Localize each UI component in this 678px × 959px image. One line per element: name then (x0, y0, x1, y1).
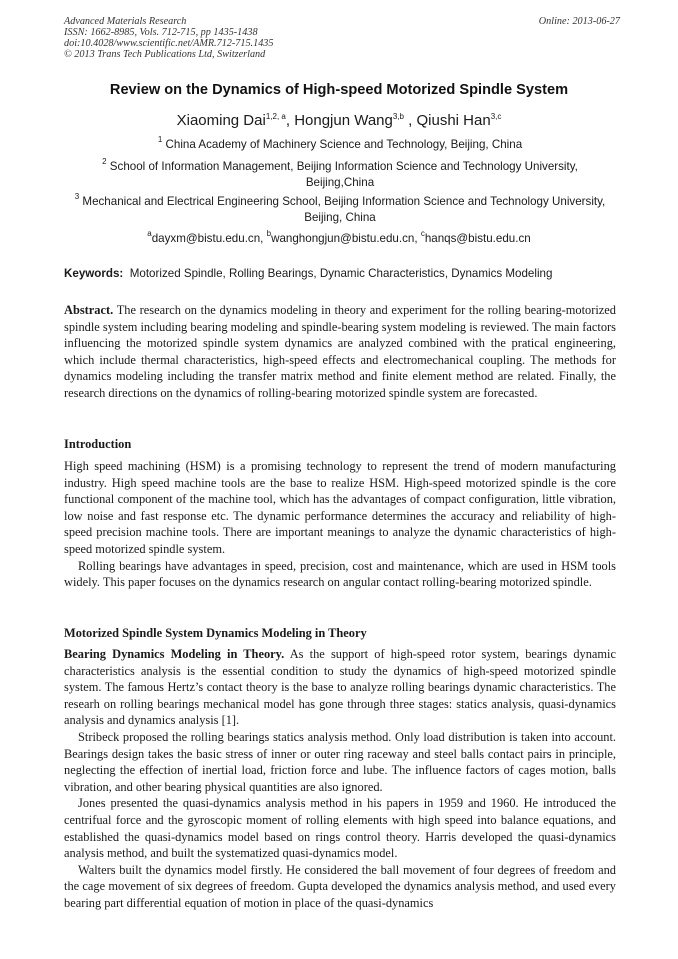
section-heading: Introduction (64, 437, 132, 451)
paragraph: Jones presented the quasi-dynamics analysis method in his papers in 1959 and 1960. He introduced the centrifual force and the gyroscopic moment of rolling elements with high speed into balance equations, and established the quasi-dynamics model based on rings control theory. Harris developed the quasi-dynamics analysis method, and built the systematized quasi-dynamics model. (64, 796, 616, 861)
paragraph: Walters built the dynamics model firstly. He considered the ball movement of four degrees of freedom and the cage movement of six degrees of freedom. Gupta developed the dynamics analysis method, and used every bearing part differential equation of motion in place of the quasi-dynamics (64, 862, 616, 910)
author-sup: 3,c (490, 112, 502, 121)
copyright-line: © 2013 Trans Tech Publications Ltd, Switzerland (64, 49, 266, 60)
author-name: Hongjun Wang (294, 112, 393, 129)
abstract-label: Abstract. (64, 303, 114, 317)
affiliation-3 (72, 194, 608, 226)
affiliation-num: 3 (74, 192, 80, 201)
affiliation-1 (72, 137, 608, 153)
affiliation-num: 1 (157, 135, 163, 144)
affiliation-text: Mechanical and Electrical Engineering School, Beijing Information Science and Technology University, Beijing, China (82, 195, 606, 224)
author-name: Xiaoming Dai (176, 112, 266, 129)
keywords-label: Keywords: (64, 267, 124, 280)
affiliation-2 (72, 159, 608, 191)
doi-line: doi:10.4028/www.scientific.net/AMR.712-715.1435 (64, 38, 274, 49)
email-link[interactable]: dayxm@bistu.edu.cn (151, 232, 261, 245)
abstract (64, 302, 616, 402)
email-sup: a (147, 229, 152, 238)
section-heading: Motorized Spindle System Dynamics Modeling in Theory (64, 626, 367, 640)
author-name: Qiushi Han (416, 112, 491, 129)
abstract-text: The research on the dynamics modeling in theory and experiment for the rolling bearing-motorized spindle system including bearing modeling and spindle-bearing system modeling is reviewed. The main factors influencing the motorized spindle system dynamics are analyzed combined with the pratical engineering, which include thermal characteristics, high-speed effects and electromechanical coupling. The methods for dynamics modeling including the transfer matrix method and finite element method are related. Finally, the research directions on the dynamics of rolling-bearing motorized spindle system are forecasted. (64, 303, 616, 400)
email-sup: c (420, 229, 425, 238)
subsection-label: Bearing Dynamics Modeling in Theory. (64, 647, 285, 661)
paragraph: As the support of high-speed rotor system, bearings dynamic characteristics analysis is the essential condition to study the dynamics of high-speed motorized spindle system. The famous Hertz’s contact theory is the base to analyze rolling bearings dynamic characteristics. The researh on rolling bearings mechanical model has gone through three stages: statics analysis, quasi-dynamics analysis and dynamics analysis [1]. (64, 647, 616, 728)
keywords-text: Motorized Spindle, Rolling Bearings, Dynamic Characteristics, Dynamics Modeling (129, 267, 553, 280)
author-sup: 1,2, a (265, 112, 286, 121)
online-date: Online: 2013-06-27 (538, 16, 620, 27)
author-sup: 3,b (392, 112, 404, 121)
introduction-body (64, 458, 616, 591)
journal-header (64, 16, 273, 60)
paragraph: Stribeck proposed the rolling bearings statics analysis method. Only load distribution is taken into account. Bearings design takes the basic stress of inner or outer ring raceway and steel balls contact pairs in principle, neglecting the effection of inertial load, friction force and lube. The influence factors of cages motion, balls vibration, and other bearing physical quantities are also ignored. (64, 729, 616, 794)
keywords-line (64, 266, 616, 282)
issn-line: ISSN: 1662-8985, Vols. 712-715, pp 1435-1438 (64, 27, 258, 38)
section-body (64, 646, 616, 912)
journal-name: Advanced Materials Research (64, 16, 187, 27)
author-list: Xiaoming Dai$^{1,2, a}$, Hongjun Wang$^{3,b}$ , Qiushi Han$^{3,c}$ (176, 112, 502, 129)
affiliation-text: China Academy of Machinery Science and Technology, Beijing, China (165, 138, 523, 151)
paragraph: High speed machining (HSM) is a promising technology to represent the trend of modern manufacturing industry. High speed machine tools are the base to realize HSM. High-speed motorized spindle is the core functional component of the machine tool, which has the advantages of compact configuration, little vibration, low noise and fast response etc. The dynamic performance determines the accuracy and reliability of high-speed precision machine tools. There are important meanings to analyze the dynamic characteristics of high-speed motorized spindle system. (64, 459, 616, 556)
email-link[interactable]: wanghongjun@bistu.edu.cn (271, 232, 415, 245)
paragraph: Rolling bearings have advantages in speed, precision, cost and maintenance, which are used in HSM tools widely. This paper focuses on the dynamics research on angular contact rolling-bearing motorized spindle. (64, 558, 616, 590)
author-emails: $^a$dayxm@bistu.edu.cn, $^b$wanghongjun@bistu.edu.cn, $^c$hanqs@bistu.edu.cn (147, 229, 531, 245)
email-link[interactable]: hanqs@bistu.edu.cn (424, 232, 531, 245)
email-sup: b (266, 229, 272, 238)
affiliation-num: 2 (102, 157, 107, 166)
paper-title: Review on the Dynamics of High-speed Motorized Spindle System (109, 82, 569, 98)
affiliation-text: School of Information Management, Beijing Information Science and Technology University, Beijing,China (109, 160, 578, 189)
